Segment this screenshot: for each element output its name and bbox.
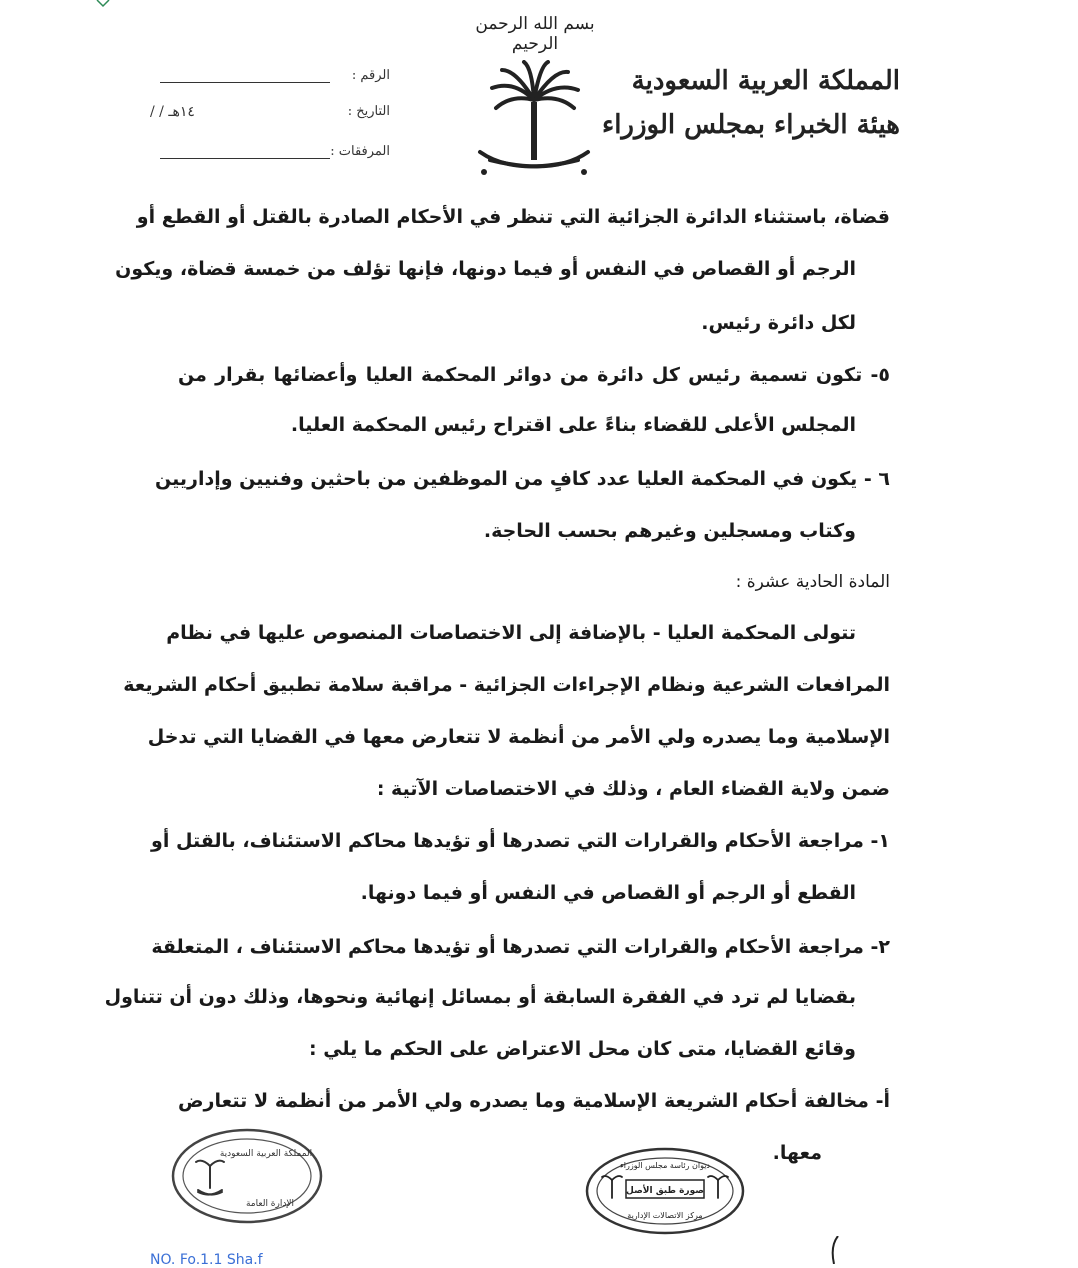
body-line: وقائع القضايا، متى كان محل الاعتراض على الحكم ما يلي : <box>308 1038 856 1060</box>
body-line: القطع أو الرجم أو القصاص في النفس أو فيما دونها. <box>360 882 856 904</box>
reference-number-line <box>160 82 330 83</box>
body-line: ١- مراجعة الأحكام والقرارات التي تصدرها أو تؤيدها محاكم الاستئناف، بالقتل أو <box>151 830 890 852</box>
margin-mark <box>828 1236 842 1264</box>
stamp-right-bottom-text: مركز الاتصالات الإدارية <box>627 1211 703 1220</box>
stamp-left-bottom-text: الإدارة العامة <box>245 1199 295 1209</box>
corner-mark <box>96 0 110 8</box>
reference-number-row <box>150 68 390 90</box>
reference-number-label: الرقم : <box>351 68 390 83</box>
stamp-right-top-text: ديوان رئاسة مجلس الوزراء <box>620 1161 710 1170</box>
org-name-line1: المملكة العربية السعودية <box>631 66 900 96</box>
body-line: الرجم أو القصاص في النفس أو فيما دونها، فإنها تؤلف من خمسة قضاة، ويكون <box>115 258 856 280</box>
date-value: / / ١٤هـ <box>150 104 195 120</box>
body-line: معها. <box>772 1142 822 1164</box>
attachments-label: المرفقات : <box>330 144 390 159</box>
true-copy-stamp <box>584 1146 746 1236</box>
body-line: ٥- تكون تسمية رئيس كل دائرة من دوائر المحكمة العليا وأعضائها بقرار من <box>178 364 890 386</box>
ministry-stamp <box>170 1126 324 1226</box>
date-label: التاريخ : <box>347 104 390 119</box>
body-line: بقضايا لم ترد في الفقرة السابقة أو بمسائل إنهائية ونحوها، وذلك دون أن تتناول <box>104 986 856 1008</box>
date-row <box>150 104 390 126</box>
body-line: وكتاب ومسجلين وغيرهم بحسب الحاجة. <box>483 520 856 542</box>
stamp-left-top-text: المملكة العربية السعودية <box>219 1149 313 1159</box>
palm-swords-emblem <box>474 60 594 190</box>
body-line: ضمن ولاية القضاء العام ، وذلك في الاختصاصات الآتية : <box>376 778 890 800</box>
org-name-line2: هيئة الخبراء بمجلس الوزراء <box>601 110 900 140</box>
body-line: ٦ - يكون في المحكمة العليا عدد كافٍ من الموظفين من باحثين وفنيين وإداريين <box>155 468 890 490</box>
body-line: الإسلامية وما يصدره ولي الأمر من أنظمة لا تتعارض معها في القضايا التي تدخل <box>147 726 890 748</box>
body-line: لكل دائرة رئيس. <box>701 312 856 334</box>
body-line: أ- مخالفة أحكام الشريعة الإسلامية وما يصدره ولي الأمر من أنظمة لا تتعارض <box>178 1090 890 1112</box>
body-line: تتولى المحكمة العليا - بالإضافة إلى الاختصاصات المنصوص عليها في نظام <box>166 622 856 644</box>
article-heading: المادة الحادية عشرة : <box>735 572 890 592</box>
body-line: المجلس الأعلى للقضاء بناءً على اقتراح رئيس المحكمة العليا. <box>290 414 856 436</box>
basmala: بسم الله الرحمن الرحيم <box>475 14 595 54</box>
stamp-right-middle-text: صورة طبق الأصل <box>626 1186 704 1196</box>
attachments-row <box>150 144 390 166</box>
body-line: قضاة، باستثناء الدائرة الجزائية التي تنظر في الأحكام الصادرة بالقتل أو القطع أو <box>136 206 890 228</box>
body-line: المرافعات الشرعية ونظام الإجراءات الجزائية - مراقبة سلامة تطبيق أحكام الشريعة <box>123 674 890 696</box>
body-line: ٢- مراجعة الأحكام والقرارات التي تصدرها أو تؤيدها محاكم الاستئناف ، المتعلقة <box>151 936 890 958</box>
footer-fragment: NO. Fo.1.1 Sha.f <box>150 1252 263 1268</box>
stamp-emblem-icon <box>196 1161 224 1195</box>
attachments-line <box>160 158 330 159</box>
